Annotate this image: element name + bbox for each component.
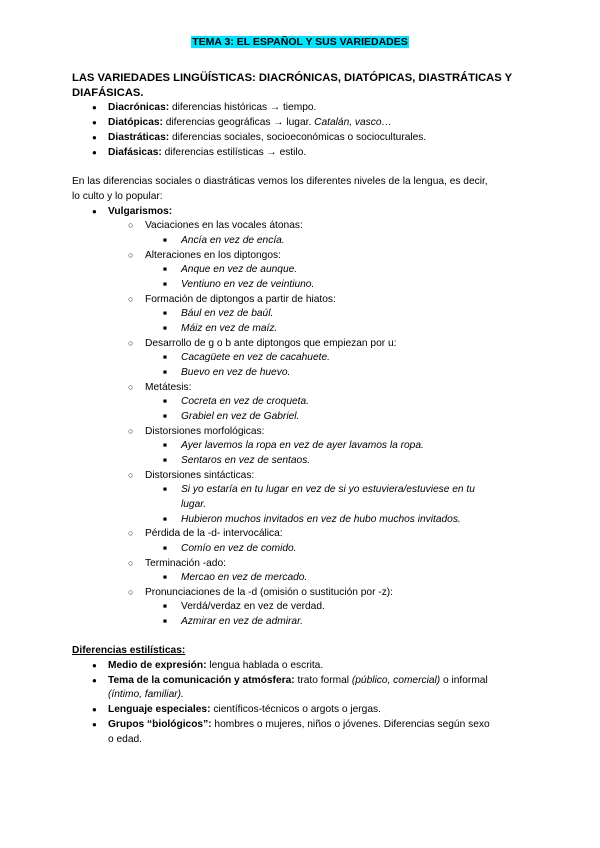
example: Cocreta en vez de croqueta. [181,396,309,407]
bullet: ○ [128,426,134,436]
bullet: ● [92,720,97,729]
bullet: ● [92,207,97,216]
sublist-label: Desarrollo de g o b ante diptongos que empiezan por u: [145,338,397,349]
list-item: Lenguaje especiales: científicos-técnicos o argots o jergas. [108,704,381,715]
bullet: ■ [163,237,167,244]
sublist-label: Distorsiones morfológicas: [145,426,265,437]
list-item: Grupos “biológicos”: hombres o mujeres, niños o jóvenes. Diferencias según sexo [108,719,490,730]
example: Ayer lavemos la ropa en vez de ayer lavamos la ropa. [181,440,424,451]
sublist-label: Formación de diptongos a partir de hiatos: [145,294,336,305]
list-item: Diacrónicas: diferencias históricas → tiempo. [108,102,317,113]
sublist-label: Vaciaciones en las vocales átonas: [145,220,303,231]
bullet: ■ [163,457,167,464]
list-item: Diafásicas: diferencias estilísticas → estilo. [108,147,307,158]
bullet: ● [92,676,97,685]
example: Bául en vez de baúl. [181,308,274,319]
bullet: ■ [163,266,167,273]
bullet: ● [92,148,97,157]
example: Ancía en vez de encía. [181,235,285,246]
bullet: ○ [128,558,134,568]
example-continuation: lugar. [181,499,207,510]
sublist-label: Pronunciaciones de la -d (omisión o sustitución por -z): [145,587,394,598]
example: Anque en vez de aunque. [181,264,298,275]
bullet: ■ [163,354,167,361]
example: Hubieron muchos invitados en vez de hubo muchos invitados. [181,514,461,525]
bullet: ■ [163,281,167,288]
bullet: ■ [163,618,167,625]
bullet: ■ [163,574,167,581]
bullet: ○ [128,220,134,230]
paragraph-line: En las diferencias sociales o diastráticas vemos los diferentes niveles de la lengua, es decir, [72,176,488,187]
bullet: ■ [163,486,167,493]
document-title: TEMA 3: EL ESPAÑOL Y SUS VARIEDADES [192,36,408,48]
sublist-label: Pérdida de la -d- intervocálica: [145,528,283,539]
bullet: ● [92,661,97,670]
sublist-label: Distorsiones sintácticas: [145,470,255,481]
bullet: ■ [163,398,167,405]
list-item: Diatópicas: diferencias geográficas → lugar. Catalán, vasco… [108,117,392,128]
bullet: ○ [128,250,134,260]
example: Verdá/verdaz en vez de verdad. [181,601,325,612]
subsection-heading: Diferencias estilísticas: [72,645,186,656]
bullet: ● [92,103,97,112]
example: Grabiel en vez de Gabriel. [181,411,300,422]
bullet: ■ [163,413,167,420]
bullet: ○ [128,338,134,348]
bullet: ■ [163,310,167,317]
bullet: ■ [163,442,167,449]
example: Si yo estaría en tu lugar en vez de si yo estuviera/estuviese en tu [181,484,475,495]
bullet: ○ [128,294,134,304]
bullet: ■ [163,516,167,523]
example: Azmirar en vez de admirar. [181,616,303,627]
list-item-continuation: o edad. [108,734,142,745]
bullet: ■ [163,369,167,376]
example: Buevo en vez de huevo. [181,367,291,378]
vulgarismos-label: Vulgarismos: [108,206,173,217]
sublist-label: Alteraciones en los diptongos: [145,250,281,261]
sublist-label: Terminación -ado: [145,558,226,569]
example: Máiz en vez de maíz. [181,323,278,334]
bullet: ● [92,118,97,127]
bullet: ○ [128,587,134,597]
bullet: ○ [128,528,134,538]
bullet: ■ [163,545,167,552]
list-item: Medio de expresión: lengua hablada o escrita. [108,660,324,671]
bullet: ○ [128,470,134,480]
paragraph-line: lo culto y lo popular: [72,191,163,202]
list-item: Diastráticas: diferencias sociales, socioeconómicas o socioculturales. [108,132,427,143]
example: Ventiuno en vez de veintiuno. [181,279,315,290]
example: Cacagüete en vez de cacahuete. [181,352,330,363]
sublist-label: Metátesis: [145,382,192,393]
list-item-continuation: (íntimo, familiar). [108,689,184,700]
bullet: ● [92,133,97,142]
bullet: ○ [128,382,134,392]
example: Mercao en vez de mercado. [181,572,308,583]
list-item: Tema de la comunicación y atmósfera: trato formal (público, comercial) o informal [108,675,488,686]
bullet: ● [92,705,97,714]
bullet: ■ [163,325,167,332]
bullet: ■ [163,603,167,610]
example: Sentaros en vez de sentaos. [181,455,311,466]
example: Comío en vez de comido. [181,543,297,554]
section-heading: LAS VARIEDADES LINGÜÍSTICAS: DIACRÓNICAS, DIATÓPICAS, DIASTRÁTICAS Y DIAFÁSICAS. [72,72,512,99]
